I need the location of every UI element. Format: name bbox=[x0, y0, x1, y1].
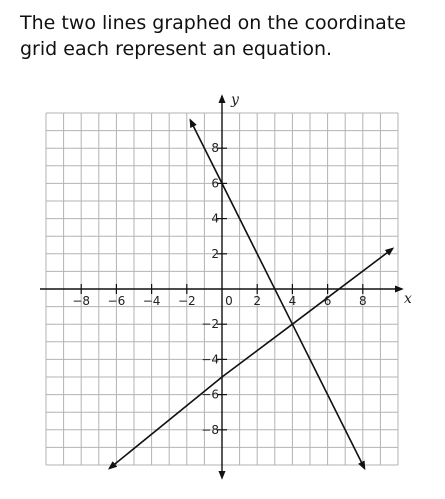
y-tick-label: −4 bbox=[201, 352, 219, 367]
y-tick-label: 6 bbox=[211, 176, 219, 191]
y-tick-label: −6 bbox=[201, 387, 219, 402]
x-tick-label: −6 bbox=[107, 294, 126, 308]
y-tick-label: −8 bbox=[201, 422, 219, 437]
y-tick-label: 2 bbox=[211, 246, 219, 261]
x-tick-label: 8 bbox=[358, 294, 367, 308]
y-tick-label: 4 bbox=[211, 211, 219, 226]
x-axis-label: x bbox=[404, 291, 412, 307]
y-axis-label: y bbox=[231, 92, 239, 108]
y-tick-label: 8 bbox=[211, 141, 219, 156]
x-tick-label: −2 bbox=[177, 294, 196, 308]
x-tick-label: 6 bbox=[323, 294, 332, 308]
x-tick-label: 0 bbox=[225, 294, 233, 308]
axes bbox=[40, 96, 402, 478]
x-tick-label: −4 bbox=[142, 294, 161, 308]
prompt-text: The two lines graphed on the coordinate grid each represent an equation. bbox=[20, 12, 406, 60]
graphed-line-1 bbox=[190, 120, 364, 468]
x-tick-label: −8 bbox=[72, 294, 91, 308]
x-tick-label: 4 bbox=[288, 294, 297, 308]
y-tick-label: −2 bbox=[201, 317, 219, 332]
x-tick-label: 2 bbox=[253, 294, 262, 308]
